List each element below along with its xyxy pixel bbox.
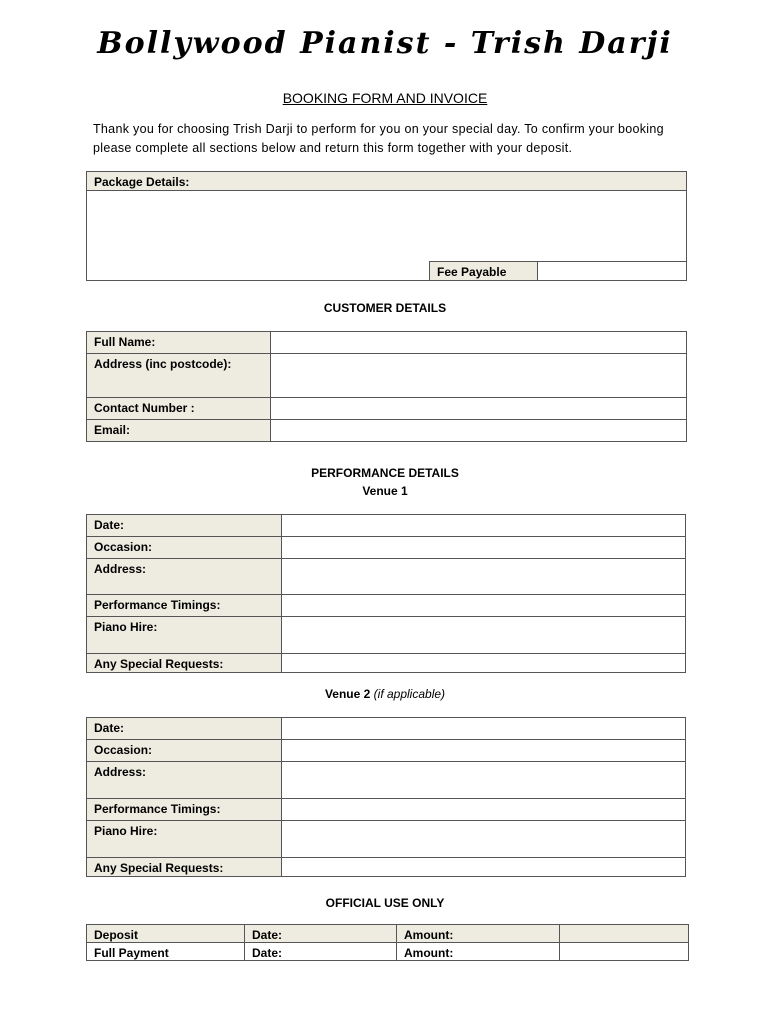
field-label: Performance Timings:: [87, 595, 282, 617]
contact-number-input[interactable]: [271, 398, 687, 420]
venue-2-address-input[interactable]: [282, 762, 686, 799]
field-label: Date:: [87, 718, 282, 740]
fee-payable-field[interactable]: [538, 262, 687, 281]
deposit-amount-field[interactable]: [560, 925, 689, 943]
venue-1-address-input[interactable]: [282, 559, 686, 595]
intro-paragraph: Thank you for choosing Trish Darji to perform for you on your special day. To confirm your booking please complete all sections below and return this form together with your deposit.: [93, 122, 664, 155]
venue-1-timings-input[interactable]: [282, 595, 686, 617]
venue-1-special-requests-input[interactable]: [282, 654, 686, 673]
official-date-label: Date:: [245, 943, 397, 961]
official-amount-label: Amount:: [397, 943, 560, 961]
venue-2-piano-hire-input[interactable]: [282, 821, 686, 858]
field-label: Address:: [87, 559, 282, 595]
field-label: Occasion:: [87, 740, 282, 762]
venue-1-table: [86, 514, 686, 673]
customer-details-table: [86, 331, 687, 442]
venue-1-occasion-input[interactable]: [282, 537, 686, 559]
official-row-label: Deposit: [87, 925, 245, 943]
venue-2-timings-input[interactable]: [282, 799, 686, 821]
venue-2-label: Venue 2: [324, 687, 371, 701]
fee-payable-label: Fee Payable: [430, 262, 538, 281]
email-input[interactable]: [271, 420, 687, 442]
field-label: Full Name:: [87, 332, 271, 354]
package-details-label: Package Details:: [87, 172, 687, 191]
venue-2-heading: [0, 687, 770, 701]
customer-details-heading: CUSTOMER DETAILS: [323, 301, 447, 315]
field-label: Occasion:: [87, 537, 282, 559]
field-label: Contact Number :: [87, 398, 271, 420]
field-label: Address:: [87, 762, 282, 799]
official-use-heading: OFFICIAL USE ONLY: [325, 896, 445, 910]
venue-2-occasion-input[interactable]: [282, 740, 686, 762]
venue-1-piano-hire-input[interactable]: [282, 617, 686, 654]
package-blank-cell: [87, 262, 430, 281]
field-label: Any Special Requests:: [87, 654, 282, 673]
full-payment-amount-field[interactable]: [560, 943, 689, 961]
official-row-label: Full Payment: [87, 943, 245, 961]
form-subtitle: BOOKING FORM AND INVOICE: [282, 90, 488, 106]
package-details-field[interactable]: [87, 191, 687, 262]
field-label: Performance Timings:: [87, 799, 282, 821]
field-label: Email:: [87, 420, 271, 442]
venue-2-table: [86, 717, 686, 877]
official-use-table: [86, 924, 689, 961]
field-label: Piano Hire:: [87, 617, 282, 654]
official-amount-label: Amount:: [397, 925, 560, 943]
performance-details-heading: PERFORMANCE DETAILS: [311, 466, 459, 480]
field-label: Address (inc postcode):: [87, 354, 271, 398]
official-date-label: Date:: [245, 925, 397, 943]
venue-1-heading: Venue 1: [362, 484, 408, 498]
venue-2-date-input[interactable]: [282, 718, 686, 740]
field-label: Any Special Requests:: [87, 858, 282, 877]
venue-2-special-requests-input[interactable]: [282, 858, 686, 877]
venue-1-date-input[interactable]: [282, 515, 686, 537]
package-details-table: [86, 171, 687, 281]
address-input[interactable]: [271, 354, 687, 398]
full-name-input[interactable]: [271, 332, 687, 354]
field-label: Piano Hire:: [87, 821, 282, 858]
field-label: Date:: [87, 515, 282, 537]
venue-2-note: (if applicable): [373, 687, 446, 701]
page-title: Bollywood Pianist - Trish Darji: [97, 26, 673, 61]
